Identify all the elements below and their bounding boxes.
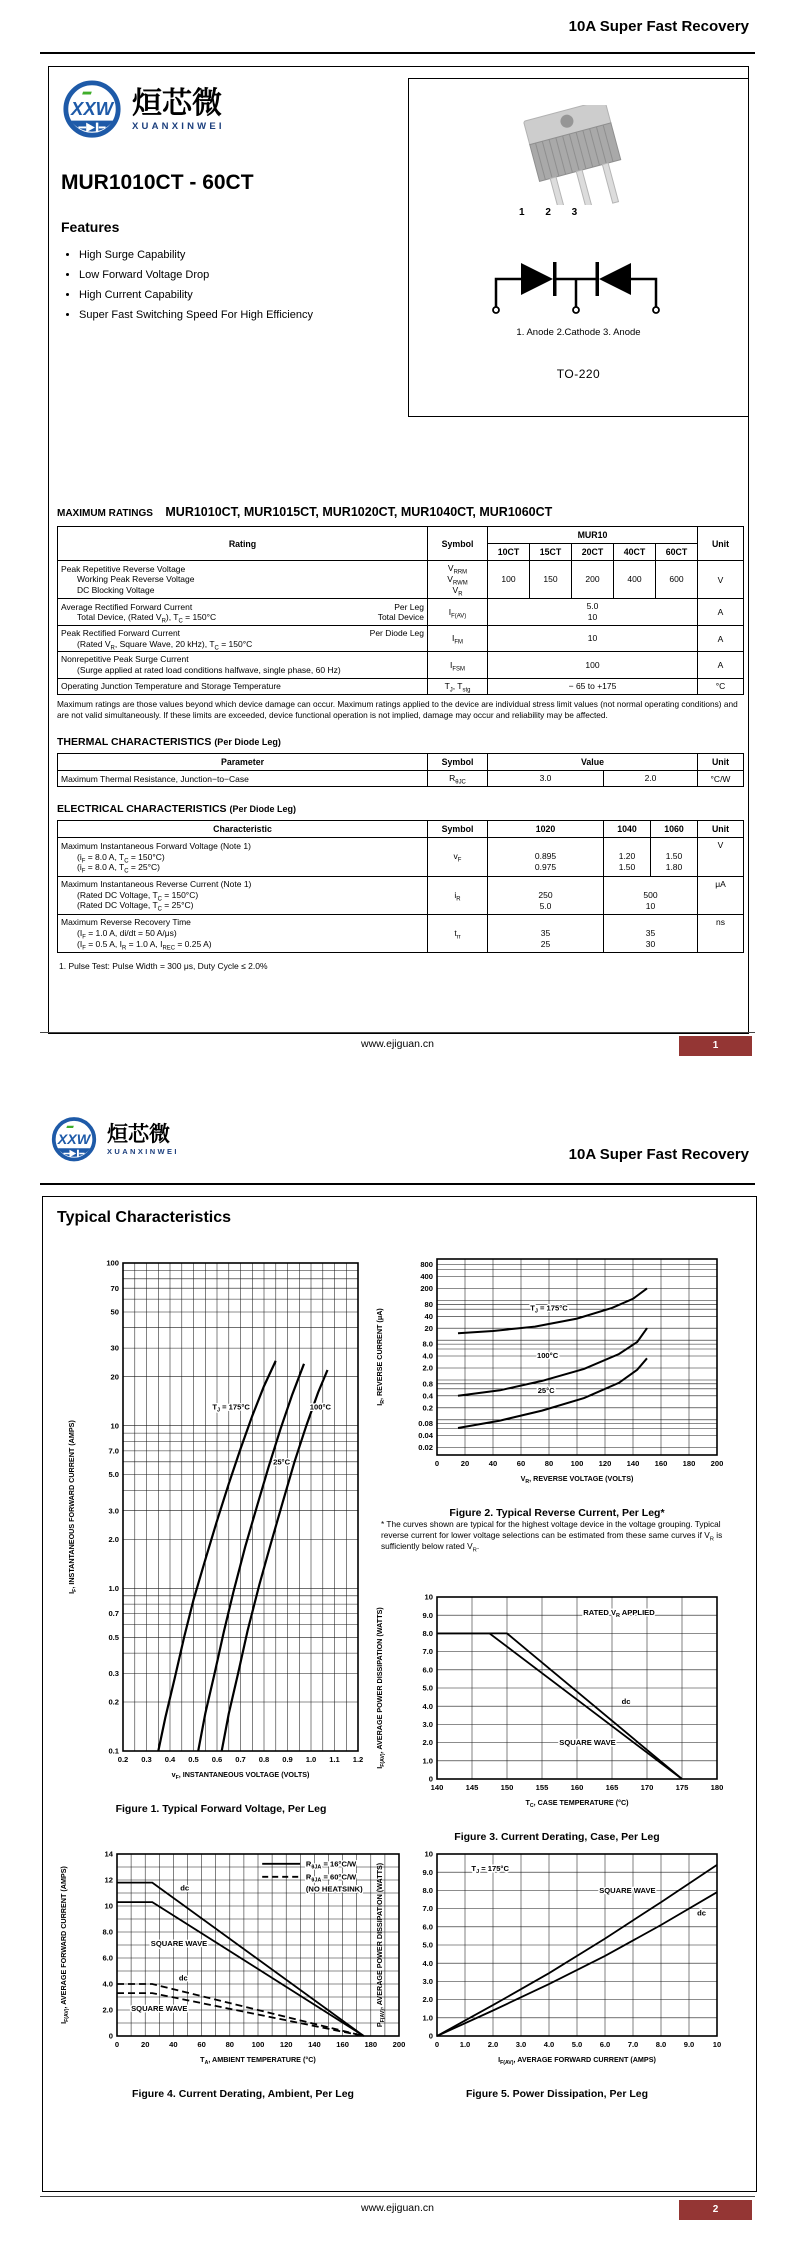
- table-cell: 250 5.0: [488, 876, 604, 914]
- svg-text:100°C: 100°C: [536, 1351, 559, 1361]
- svg-text:VR​, REVERSE VOLTAGE (VOLTS): $V_R$, REVERSE VOLTAGE (VOLTS): [520, 1474, 634, 1485]
- figure-5: [373, 1842, 741, 2100]
- figure-2: [373, 1249, 741, 1519]
- svg-text:40: 40: [424, 1311, 433, 1321]
- table-cell: Unit: [698, 754, 744, 771]
- svg-text:IR​, REVERSE CURRENT (μA): $I_R$, REVERSE CURRENT (μA): [375, 1308, 386, 1406]
- svg-text:4.0: 4.0: [543, 2040, 555, 2049]
- svg-text:0.8: 0.8: [258, 1755, 270, 1764]
- table-cell: V: [698, 561, 744, 599]
- table-cell: $t_{rr}$: [428, 914, 488, 952]
- svg-text:9.0: 9.0: [683, 2040, 695, 2049]
- svg-text:7.0: 7.0: [422, 1904, 433, 1914]
- svg-text:TJ​ = 175°C: $T_J = 175^\circ C$: [530, 1303, 568, 1315]
- table-cell: 100: [488, 652, 698, 678]
- feature-item: • High Current Capability: [79, 289, 748, 301]
- page-footer: [40, 2196, 755, 2214]
- svg-text:10: 10: [110, 1421, 119, 1431]
- svg-text:50: 50: [110, 1307, 119, 1317]
- svg-text:9.0: 9.0: [422, 1610, 433, 1620]
- table-cell: Peak Rectified Forward Current Per Diode Leg (Rated $V_R$, Square Wave, 20 kHz), $T_C = 150^\circ C$: [58, 626, 428, 652]
- svg-text:5.0: 5.0: [422, 1683, 433, 1693]
- svg-text:8.0: 8.0: [422, 1886, 433, 1895]
- section-title: Typical Characteristics: [57, 1209, 232, 1226]
- top-area: [49, 79, 748, 499]
- table-cell: 40CT: [614, 544, 656, 561]
- diode-symbol: [461, 249, 691, 321]
- svg-text:60: 60: [516, 1459, 526, 1468]
- ratings-note: Maximum ratings are those values beyond which device damage can occur. Maximum ratings applied to the device are individual stress limit values (not normal operating conditions) and are not valid simultaneously. If these limits are exceeded, device functional operation is not implied, damage may occur and reliability may be affected.: [57, 698, 738, 720]
- svg-text:PF(AV)​, AVERAGE POWER DISSIPA: $P_{F(AV)}$, AVERAGE POWER DISSIPATION (WATTS): [375, 1862, 386, 2028]
- svg-text:2.0: 2.0: [422, 1995, 433, 2005]
- table-cell: Operating Junction Temperature and Storage Temperature: [58, 678, 428, 694]
- table-cell: 35 25: [488, 914, 604, 952]
- svg-text:20: 20: [110, 1372, 119, 1382]
- spec-row: [58, 876, 744, 914]
- svg-text:8.0: 8.0: [422, 1339, 433, 1349]
- svg-text:200: 200: [710, 1459, 724, 1468]
- svg-text:100°C: 100°C: [309, 1402, 332, 1412]
- svg-text:5.0: 5.0: [108, 1470, 119, 1480]
- table-cell: °C/W: [698, 771, 744, 787]
- svg-text:6.0: 6.0: [422, 1665, 433, 1675]
- svg-text:4.0: 4.0: [422, 1351, 433, 1361]
- figure-3: [373, 1585, 741, 1843]
- table-cell: Maximum Instantaneous Forward Voltage (Note 1) ($i_F = 8.0$ A, $T_C = 150^\circ C$) ($i_F = 8.0$ A, $T_C = 25^\circ C$): [58, 838, 428, 876]
- table-cell: 0.895 0.975: [488, 838, 604, 876]
- svg-text:RθJA​ = 16°C/W: $R_{\theta JA} = 16^\circ C/W$: [305, 1859, 357, 1871]
- svg-text:3.0: 3.0: [108, 1506, 119, 1516]
- svg-text:0.8: 0.8: [422, 1379, 433, 1389]
- content-box: [48, 66, 749, 1034]
- figure-3-chart: [373, 1585, 741, 1830]
- max-ratings-table: [57, 526, 744, 695]
- feature-item: • High Surge Capability: [79, 249, 748, 261]
- logo-icon: [50, 1116, 98, 1164]
- svg-text:70: 70: [110, 1283, 119, 1293]
- table-cell: − 65 to +175: [488, 678, 698, 694]
- svg-text:1.0: 1.0: [459, 2040, 471, 2049]
- table-cell: $I_{F(AV)}$: [428, 599, 488, 626]
- svg-text:0.1: 0.1: [108, 1746, 119, 1756]
- table-cell: Maximum Instantaneous Reverse Current (Note 1) (Rated DC Voltage, $T_C = 150^\circ C$) (Rated DC Voltage, $T_C = 25^\circ C$): [58, 876, 428, 914]
- svg-text:0.04: 0.04: [418, 1431, 433, 1441]
- svg-text:80: 80: [424, 1299, 433, 1309]
- svg-text:2.0: 2.0: [102, 2005, 113, 2015]
- svg-text:120: 120: [279, 2040, 293, 2049]
- svg-text:SQUARE WAVE: SQUARE WAVE: [559, 1738, 616, 1748]
- table-cell: Symbol: [428, 821, 488, 838]
- svg-text:IF​, INSTANTANEOUS FORWARD CUR: $I_F$, INSTANTANEOUS FORWARD CURRENT (AMPS): [67, 1420, 78, 1594]
- svg-text:0.3: 0.3: [141, 1755, 152, 1764]
- table-cell: 400: [614, 561, 656, 599]
- svg-text:6.0: 6.0: [102, 1953, 113, 1963]
- table-cell: 60CT: [656, 544, 698, 561]
- svg-text:175: 175: [675, 1783, 689, 1792]
- svg-text:1.1: 1.1: [329, 1755, 340, 1764]
- footer-url: www.ejiguan.cn: [361, 1038, 434, 1050]
- brand-name-en: XUANXINWEI: [107, 1147, 179, 1156]
- svg-text:2.0: 2.0: [422, 1738, 433, 1748]
- thermal-table: [57, 753, 744, 787]
- svg-text:10: 10: [424, 1592, 433, 1602]
- table-cell: A: [698, 652, 744, 678]
- svg-text:200: 200: [392, 2040, 406, 2049]
- table-cell: $I_{FM}$: [428, 626, 488, 652]
- svg-text:8.0: 8.0: [655, 2040, 667, 2049]
- svg-text:140: 140: [308, 2040, 321, 2049]
- svg-text:0.02: 0.02: [418, 1443, 433, 1453]
- svg-text:4.0: 4.0: [422, 1701, 433, 1711]
- electrical-table: [57, 820, 744, 952]
- table-cell: Symbol: [428, 527, 488, 561]
- svg-text:TA​, AMBIENT TEMPERATURE (°C): $T_A$, AMBIENT TEMPERATURE (°C): [200, 2055, 316, 2066]
- package-name: TO-220: [556, 367, 601, 381]
- table-header-row: [58, 821, 744, 838]
- svg-text:10: 10: [424, 1849, 433, 1859]
- svg-text:4.0: 4.0: [102, 1979, 113, 1989]
- table-cell: Value: [488, 754, 698, 771]
- svg-text:140: 140: [626, 1459, 640, 1468]
- svg-text:1.0: 1.0: [305, 1755, 317, 1764]
- page-number-badge: 2: [679, 2200, 752, 2220]
- table-cell: $i_R$: [428, 876, 488, 914]
- table-cell: 1060: [651, 821, 698, 838]
- table-cell: 1020: [488, 821, 604, 838]
- spec-row: [58, 626, 744, 652]
- svg-text:120: 120: [598, 1459, 612, 1468]
- svg-text:0: 0: [434, 1459, 440, 1468]
- svg-text:0.3: 0.3: [108, 1669, 119, 1678]
- svg-text:0.7: 0.7: [235, 1755, 246, 1764]
- table-cell: Rating: [58, 527, 428, 561]
- max-ratings-parts: MUR1010CT, MUR1015CT, MUR1020CT, MUR1040CT, MUR1060CT: [165, 505, 553, 519]
- pulse-test-note: 1. Pulse Test: Pulse Width = 300 μs, Duty Cycle ≤ 2.0%: [59, 960, 268, 971]
- svg-text:0.5: 0.5: [188, 1755, 199, 1764]
- svg-text:30: 30: [110, 1343, 119, 1353]
- svg-text:1.0: 1.0: [108, 1583, 119, 1593]
- table-cell: Parameter: [58, 754, 428, 771]
- svg-text:0.9: 0.9: [282, 1755, 293, 1764]
- header-rule: [40, 1183, 755, 1185]
- svg-text:3.0: 3.0: [515, 2040, 527, 2049]
- spec-row: [58, 599, 744, 626]
- page-footer: [40, 1032, 755, 1050]
- svg-text:0: 0: [114, 2040, 120, 2049]
- pin-numbers: 1 2 3: [519, 207, 587, 218]
- svg-text:1.0: 1.0: [422, 1756, 433, 1766]
- svg-text:12: 12: [104, 1875, 113, 1885]
- feature-item: • Super Fast Switching Speed For High Efficiency: [79, 309, 748, 321]
- svg-text:2.0: 2.0: [487, 2040, 499, 2049]
- part-number-title: MUR1010CT - 60CT: [61, 171, 254, 194]
- table-cell: $v_F$: [428, 838, 488, 876]
- table-cell: 10CT: [488, 544, 530, 561]
- logo-icon: [61, 79, 123, 141]
- svg-text:180: 180: [710, 1783, 724, 1792]
- table-cell: Maximum Reverse Recovery Time ($I_F = 1.0$ A, di/dt = 50 A/μs) ($I_F = 0.5$ A, $I_R = 1.0$ A, $I_{REC} = 0.25$ A): [58, 914, 428, 952]
- table-cell: Unit: [698, 821, 744, 838]
- svg-text:100: 100: [106, 1258, 119, 1268]
- brand-name-cn: 烜芯微: [132, 86, 222, 120]
- table-cell: ns: [698, 914, 744, 952]
- table-cell: A: [698, 626, 744, 652]
- table-cell: MUR10: [488, 527, 698, 544]
- svg-text:160: 160: [570, 1783, 584, 1792]
- svg-text:dc: dc: [180, 1883, 190, 1893]
- table-cell: $I_{FSM}$: [428, 652, 488, 678]
- svg-text:0: 0: [428, 2031, 433, 2041]
- table-cell: Nonrepetitive Peak Surge Current (Surge applied at rated load conditions halfwave, single phase, 60 Hz): [58, 652, 428, 678]
- svg-text:180: 180: [364, 2040, 378, 2049]
- thermal-heading: THERMAL CHARACTERISTICS (Per Diode Leg): [57, 736, 281, 749]
- content-box: [42, 1196, 757, 2192]
- table-header-row: [58, 754, 744, 771]
- svg-text:0.7: 0.7: [108, 1609, 119, 1619]
- brand-name-cn: 烜芯微: [107, 1123, 170, 1146]
- svg-text:IF(AV)​, AVERAGE FORWARD CURRE: $I_{F(AV)}$, AVERAGE FORWARD CURRENT (AMPS): [59, 1866, 70, 2024]
- spec-row: [58, 771, 744, 787]
- svg-text:80: 80: [544, 1459, 554, 1468]
- spec-row: [58, 652, 744, 678]
- svg-text:6.0: 6.0: [599, 2040, 611, 2049]
- table-cell: Maximum Thermal Resistance, Junction−to−Case: [58, 771, 428, 787]
- figure-1-caption: Figure 1. Typical Forward Voltage, Per Leg: [115, 1803, 327, 1815]
- svg-text:XXW: XXW: [57, 1131, 91, 1148]
- svg-text:4.0: 4.0: [422, 1958, 433, 1968]
- table-cell: Average Rectified Forward Current Per Leg Total Device, (Rated $V_R$), $T_C = 150^\circ C$ Total Device: [58, 599, 428, 626]
- svg-text:0.08: 0.08: [418, 1419, 433, 1429]
- spec-row: [58, 561, 744, 599]
- svg-text:140: 140: [430, 1783, 444, 1792]
- page-title: 10A Super Fast Recovery: [568, 1146, 749, 1163]
- figure-5-chart: [373, 1842, 741, 2087]
- table-cell: $R_{\theta JC}$: [428, 771, 488, 787]
- svg-text:RATED VR​ APPLIED: RATED $V_R$ APPLIED: [583, 1608, 655, 1619]
- table-cell: Unit: [698, 527, 744, 561]
- svg-text:0.6: 0.6: [211, 1755, 223, 1764]
- svg-text:80: 80: [225, 2040, 235, 2049]
- table-cell: 20CT: [572, 544, 614, 561]
- table-cell: 35 30: [604, 914, 698, 952]
- svg-text:3.0: 3.0: [422, 1977, 433, 1986]
- svg-text:0: 0: [108, 2031, 113, 2041]
- package-image: [471, 105, 681, 205]
- table-cell: 1040: [604, 821, 651, 838]
- svg-text:1.0: 1.0: [422, 2013, 433, 2023]
- svg-text:25°C: 25°C: [273, 1457, 291, 1467]
- table-cell: μA: [698, 876, 744, 914]
- svg-text:0.2: 0.2: [108, 1697, 119, 1707]
- svg-text:TC​, CASE TEMPERATURE (°C): $T_C$, CASE TEMPERATURE (°C): [525, 1798, 629, 1809]
- svg-text:0.5: 0.5: [108, 1632, 119, 1642]
- svg-text:dc: dc: [621, 1697, 631, 1707]
- table-cell: 200: [572, 561, 614, 599]
- svg-text:100: 100: [251, 2040, 265, 2049]
- table-cell: 2.0: [604, 771, 698, 787]
- svg-text:IF(AV)​, AVERAGE FORWARD CURRE: $I_{F(AV)}$, AVERAGE FORWARD CURRENT (AMPS): [498, 2055, 656, 2066]
- svg-text:145: 145: [465, 1783, 479, 1792]
- svg-text:9.0: 9.0: [422, 1867, 433, 1877]
- header-rule: [40, 52, 755, 54]
- figure-2-footnote: * The curves shown are typical for the highest voltage device in the voltage grouping. Typical reverse current for lower voltage selections can be estimated from these same curves if $V_R$ is sufficiently below rated $V_R$.: [381, 1519, 723, 1555]
- table-cell: Symbol: [428, 754, 488, 771]
- svg-text:SQUARE WAVE: SQUARE WAVE: [150, 1939, 208, 1949]
- svg-text:0.2: 0.2: [117, 1755, 129, 1764]
- svg-text:14: 14: [104, 1849, 113, 1859]
- figure-1-chart: [65, 1249, 377, 1802]
- table-cell: 100: [488, 561, 530, 599]
- svg-text:0.2: 0.2: [422, 1403, 433, 1413]
- svg-text:8.0: 8.0: [102, 1927, 113, 1937]
- table-cell: °C: [698, 678, 744, 694]
- table-cell: A: [698, 599, 744, 626]
- svg-text:160: 160: [654, 1459, 668, 1468]
- table-cell: 1.50 1.80: [651, 838, 698, 876]
- svg-text:dc: dc: [697, 1908, 707, 1918]
- max-ratings-label: MAXIMUM RATINGS: [57, 508, 153, 519]
- table-cell: $T_J$, $T_{stg}$: [428, 678, 488, 694]
- spec-row: [58, 838, 744, 876]
- page-number-badge: 1: [679, 1036, 752, 1056]
- figure-1: [65, 1249, 377, 1815]
- table-header-row: [58, 527, 744, 544]
- svg-text:155: 155: [535, 1783, 549, 1792]
- brand-name-en: XUANXINWEI: [132, 120, 225, 132]
- table-cell: 1.20 1.50: [604, 838, 651, 876]
- svg-text:10: 10: [104, 1901, 113, 1911]
- svg-text:3.0: 3.0: [422, 1720, 433, 1729]
- table-cell: V: [698, 838, 744, 876]
- svg-text:150: 150: [500, 1783, 514, 1792]
- svg-text:TJ​ = 175°C: $T_J = 175^\circ C$: [212, 1402, 250, 1414]
- figure-2-chart: [373, 1249, 741, 1506]
- svg-text:TJ​ = 175°C: $T_J = 175^\circ C$: [471, 1864, 509, 1876]
- figure-2-caption: Figure 2. Typical Reverse Current, Per Leg*: [449, 1507, 665, 1519]
- svg-text:5.0: 5.0: [422, 1940, 433, 1950]
- svg-text:vF​, INSTANTANEOUS VOLTAGE (VO: $v_F$, INSTANTANEOUS VOLTAGE (VOLTS): [171, 1770, 310, 1781]
- svg-text:0.4: 0.4: [422, 1391, 433, 1401]
- svg-text:0.4: 0.4: [164, 1755, 176, 1764]
- page-title: 10A Super Fast Recovery: [568, 18, 749, 35]
- svg-text:180: 180: [682, 1459, 696, 1468]
- svg-text:40: 40: [169, 2040, 178, 2049]
- table-cell: $V_{RRM}$ $V_{RWM}$ $V_R$: [428, 561, 488, 599]
- company-logo: [50, 1116, 179, 1164]
- max-ratings-heading: [57, 503, 748, 521]
- svg-text:800: 800: [420, 1260, 433, 1270]
- svg-text:20: 20: [424, 1323, 433, 1333]
- pin-names: 1. Anode 2.Cathode 3. Anode: [516, 327, 641, 338]
- package-panel: [408, 78, 749, 417]
- figure-3-caption: Figure 3. Current Derating, Case, Per Leg: [454, 1831, 660, 1843]
- svg-text:7.0: 7.0: [627, 2040, 639, 2049]
- table-cell: 5.0 10: [488, 599, 698, 626]
- svg-text:dc: dc: [178, 1973, 188, 1983]
- svg-text:2.0: 2.0: [422, 1363, 433, 1373]
- svg-text:1.2: 1.2: [352, 1755, 364, 1764]
- svg-text:7.0: 7.0: [108, 1446, 119, 1456]
- spec-row: [58, 678, 744, 694]
- spec-row: [58, 914, 744, 952]
- svg-text:20: 20: [460, 1459, 470, 1468]
- figure-4-caption: Figure 4. Current Derating, Ambient, Per Leg: [132, 2088, 354, 2100]
- table-cell: 600: [656, 561, 698, 599]
- svg-text:XXW: XXW: [71, 97, 113, 119]
- table-cell: Peak Repetitive Reverse Voltage Working Peak Reverse Voltage DC Blocking Voltage: [58, 561, 428, 599]
- svg-text:160: 160: [336, 2040, 349, 2049]
- svg-text:8.0: 8.0: [422, 1629, 433, 1638]
- svg-text:SQUARE WAVE: SQUARE WAVE: [131, 2004, 188, 2014]
- svg-text:SQUARE WAVE: SQUARE WAVE: [599, 1885, 656, 1895]
- table-cell: 150: [530, 561, 572, 599]
- svg-text:IF(AV)​, AVERAGE POWER DISSIPA: $I_{F(AV)}$, AVERAGE POWER DISSIPATION (WATTS): [375, 1607, 386, 1769]
- figure-5-caption: Figure 5. Power Dissipation, Per Leg: [465, 2088, 649, 2100]
- svg-text:170: 170: [640, 1783, 654, 1792]
- svg-text:60: 60: [197, 2040, 206, 2049]
- feature-item: • Low Forward Voltage Drop: [79, 269, 748, 281]
- table-cell: Characteristic: [58, 821, 428, 838]
- svg-text:10: 10: [712, 2040, 722, 2049]
- svg-text:0: 0: [428, 1774, 433, 1784]
- svg-text:20: 20: [140, 2040, 150, 2049]
- svg-text:5.0: 5.0: [571, 2040, 583, 2049]
- svg-text:2.0: 2.0: [108, 1535, 119, 1544]
- svg-text:400: 400: [420, 1272, 433, 1282]
- svg-text:200: 200: [420, 1284, 433, 1293]
- table-cell: 10: [488, 626, 698, 652]
- table-cell: 3.0: [488, 771, 604, 787]
- table-cell: 500 10: [604, 876, 698, 914]
- svg-text:RθJA​ = 60°C/W: $R_{\theta JA} = 60^\circ C/W$: [305, 1872, 357, 1884]
- svg-text:25°C: 25°C: [537, 1386, 555, 1396]
- svg-text:0: 0: [434, 2040, 440, 2049]
- features-heading: Features: [61, 219, 120, 235]
- electrical-heading: ELECTRICAL CHARACTERISTICS (Per Diode Leg): [57, 803, 296, 816]
- svg-text:(NO HEATSINK): (NO HEATSINK): [305, 1884, 363, 1894]
- svg-text:7.0: 7.0: [422, 1647, 433, 1657]
- svg-text:40: 40: [488, 1459, 498, 1468]
- svg-text:6.0: 6.0: [422, 1922, 433, 1932]
- footer-url: www.ejiguan.cn: [361, 2202, 434, 2214]
- svg-text:165: 165: [605, 1783, 619, 1792]
- table-cell: 15CT: [530, 544, 572, 561]
- svg-text:100: 100: [570, 1459, 584, 1468]
